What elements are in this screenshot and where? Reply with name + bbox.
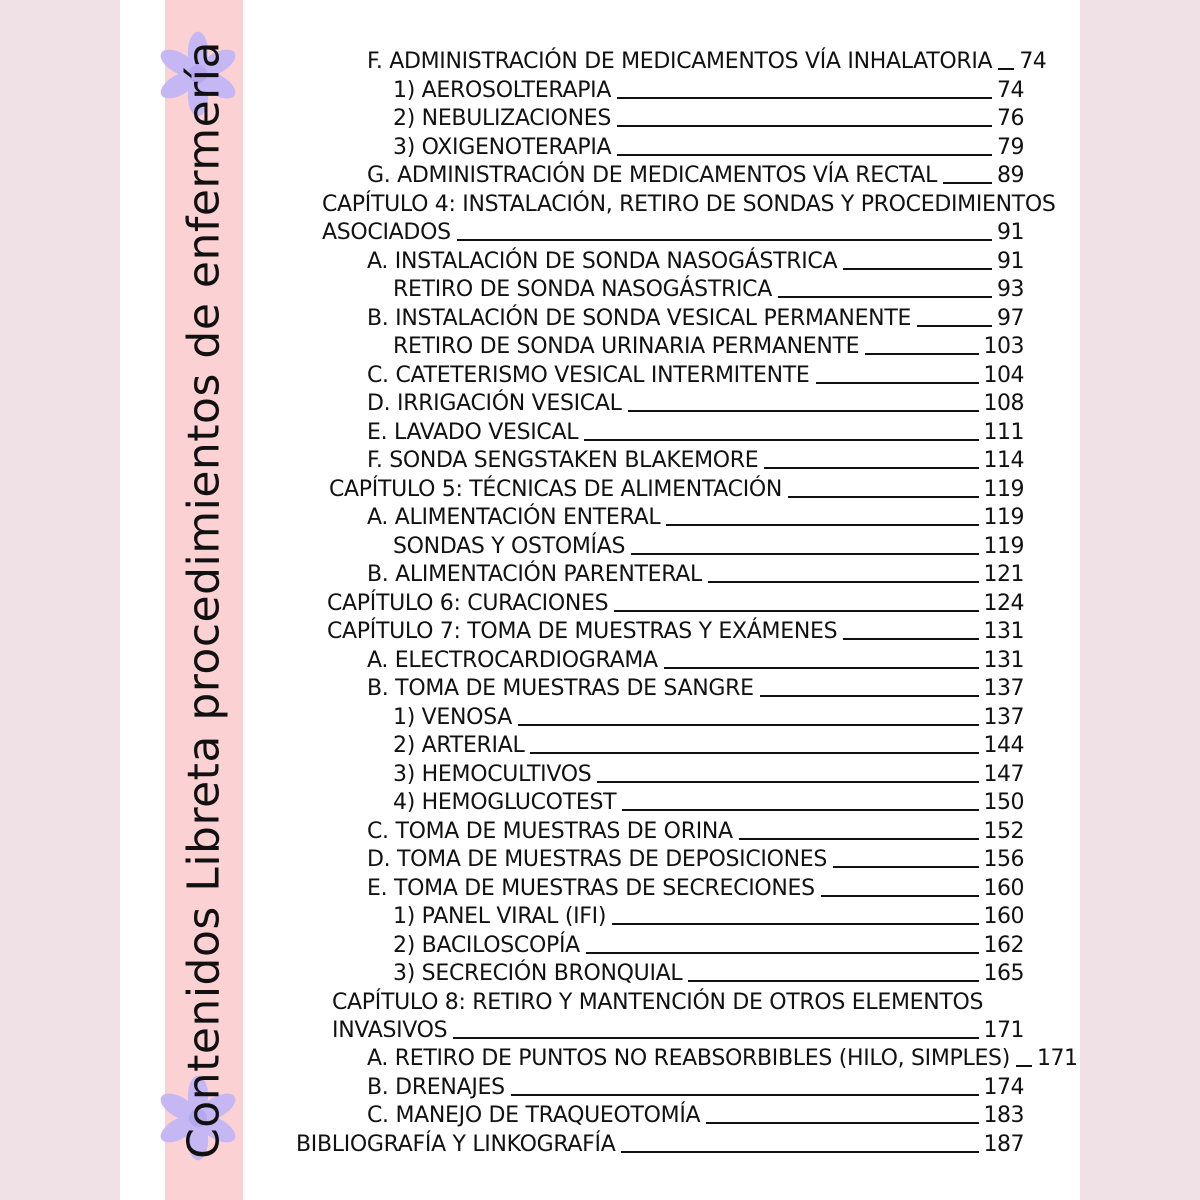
toc-entry[interactable] [322, 219, 1024, 247]
toc-entry[interactable] [367, 447, 1024, 475]
toc-page-number: 131 [983, 619, 1024, 644]
toc-entry-label: B. DRENAJES [367, 1075, 505, 1100]
toc-entry[interactable] [332, 1017, 1024, 1045]
toc-entry-label: 1) PANEL VIRAL (IFI) [393, 904, 607, 929]
toc-entry-label: 3) SECRECIÓN BRONQUIAL [393, 961, 683, 986]
toc-entry-label: BIBLIOGRAFÍA Y LINKOGRAFÍA [296, 1132, 616, 1157]
toc-entry[interactable] [393, 276, 1024, 304]
leader-line [706, 1122, 978, 1124]
leader-line [833, 866, 978, 868]
toc-page-number: 121 [983, 562, 1024, 587]
leader-line [760, 695, 979, 697]
toc-page-number: 91 [997, 249, 1024, 274]
leader-line [586, 952, 979, 954]
toc-chapter-heading[interactable]: CAPÍTULO 4: INSTALACIÓN, RETIRO DE SONDAS Y PROCEDIMIENTOS [322, 192, 1056, 217]
toc-entry[interactable] [393, 134, 1024, 162]
leader-line [778, 296, 992, 298]
toc-page-number: 103 [983, 334, 1024, 359]
leader-line [614, 610, 978, 612]
toc-entry[interactable] [367, 846, 1024, 874]
toc-entry[interactable] [367, 362, 1024, 390]
toc-entry[interactable] [393, 333, 1024, 361]
toc-entry-label: B. TOMA DE MUESTRAS DE SANGRE [367, 676, 754, 701]
leader-line [617, 97, 992, 99]
toc-page-number: 93 [997, 277, 1024, 302]
toc-entry[interactable] [367, 675, 1024, 703]
leader-line [612, 923, 978, 925]
leader-line [943, 182, 992, 184]
toc-page-number: 137 [983, 705, 1024, 730]
toc-entry[interactable] [393, 533, 1024, 561]
toc-entry-label: ASOCIADOS [322, 220, 451, 245]
toc-page-number: 89 [997, 163, 1024, 188]
toc-entry[interactable] [367, 390, 1024, 418]
toc-entry-label: SONDAS Y OSTOMÍAS [393, 534, 626, 559]
toc-entry-label: B. ALIMENTACIÓN PARENTERAL [367, 562, 703, 587]
toc-entry[interactable] [367, 305, 1024, 333]
leader-line [843, 638, 978, 640]
leader-line [628, 410, 979, 412]
toc-page-number: 131 [983, 648, 1024, 673]
leader-line [865, 353, 978, 355]
leader-line [666, 524, 978, 526]
leader-line [821, 895, 979, 897]
leader-line [631, 553, 978, 555]
leader-line [621, 1151, 978, 1153]
toc-page-number: 79 [997, 135, 1024, 160]
toc-entry[interactable] [393, 932, 1024, 960]
toc-page-number: 108 [983, 391, 1024, 416]
toc-page-number: 124 [983, 591, 1024, 616]
toc-entry[interactable] [367, 248, 1024, 276]
toc-entry[interactable] [367, 875, 1024, 903]
toc-entry-label: 3) HEMOCULTIVOS [393, 762, 592, 787]
toc-entry[interactable] [296, 1131, 1024, 1159]
toc-entry-label: C. TOMA DE MUESTRAS DE ORINA [367, 819, 733, 844]
toc-entry-label: A. ELECTROCARDIOGRAMA [367, 648, 658, 673]
toc-page-number: 171 [1037, 1046, 1078, 1071]
toc-page-number: 183 [983, 1103, 1024, 1128]
toc-entry[interactable] [393, 77, 1024, 105]
toc-page-number: 104 [983, 363, 1024, 388]
toc-entry-label: A. ALIMENTACIÓN ENTERAL [367, 505, 661, 530]
leader-line [530, 752, 978, 754]
sidebar-title: Contenidos Libreta procedimientos de enfermería [178, 41, 230, 1159]
toc-page-number: 160 [983, 876, 1024, 901]
toc-page-number: 187 [983, 1132, 1024, 1157]
toc-entry-label: G. ADMINISTRACIÓN DE MEDICAMENTOS VÍA RECTAL [367, 163, 938, 188]
toc-entry-label: C. MANEJO DE TRAQUEOTOMÍA [367, 1103, 701, 1128]
leader-line [917, 325, 992, 327]
toc-entry-label: E. LAVADO VESICAL [367, 420, 579, 445]
toc-page-number: 156 [983, 847, 1024, 872]
toc-page-number: 91 [997, 220, 1024, 245]
toc-entry-label: D. TOMA DE MUESTRAS DE DEPOSICIONES [367, 847, 828, 872]
leader-line [511, 1094, 979, 1096]
toc-page-number: 137 [983, 676, 1024, 701]
leader-line [453, 1037, 978, 1039]
toc-entry[interactable] [367, 48, 1047, 76]
toc-entry-label: CAPÍTULO 5: TÉCNICAS DE ALIMENTACIÓN [329, 477, 783, 502]
toc-entry-label: A. RETIRO DE PUNTOS NO REABSORBIBLES (HILO, SIMPLES) [367, 1046, 1010, 1071]
toc-page-number: 76 [997, 106, 1024, 131]
toc-page-number: 119 [983, 477, 1024, 502]
toc-entry-label: RETIRO DE SONDA NASOGÁSTRICA [393, 277, 772, 302]
toc-entry-label: 2) NEBULIZACIONES [393, 106, 611, 131]
toc-page-number: 165 [983, 961, 1024, 986]
toc-page-number: 97 [997, 306, 1024, 331]
toc-entry[interactable] [327, 590, 1024, 618]
leader-line [584, 439, 978, 441]
toc-page-number: 119 [983, 534, 1024, 559]
toc-entry[interactable] [367, 162, 1024, 190]
leader-line [788, 496, 978, 498]
leader-line [708, 581, 978, 583]
toc-page-number: 74 [997, 78, 1024, 103]
toc-entry-label: B. INSTALACIÓN DE SONDA VESICAL PERMANENTE [367, 306, 912, 331]
toc-entry-label: 4) HEMOGLUCOTEST [393, 790, 617, 815]
toc-page-number: 74 [1019, 49, 1047, 74]
leader-line [457, 239, 992, 241]
leader-line [617, 154, 992, 156]
toc-entry-label: C. CATETERISMO VESICAL INTERMITENTE [367, 363, 810, 388]
leader-line [597, 781, 978, 783]
toc-entry-label: 2) ARTERIAL [393, 733, 525, 758]
toc-entry-label: INVASIVOS [332, 1018, 448, 1043]
toc-entry-label: CAPÍTULO 7: TOMA DE MUESTRAS Y EXÁMENES [327, 619, 838, 644]
toc-entry-label: F. ADMINISTRACIÓN DE MEDICAMENTOS VÍA INHALATORIA [367, 49, 993, 74]
toc-entry-label: 1) VENOSA [393, 705, 513, 730]
toc-entry-label: 2) BACILOSCOPÍA [393, 933, 580, 958]
leader-line [1016, 1065, 1032, 1067]
toc-entry-label: 1) AEROSOLTERAPIA [393, 78, 612, 103]
leader-line [843, 268, 992, 270]
toc-entry[interactable] [367, 1045, 1078, 1073]
toc-entry[interactable] [367, 504, 1024, 532]
toc-page-number: 114 [983, 448, 1024, 473]
toc-entry[interactable] [393, 732, 1024, 760]
toc-entry-label: 3) OXIGENOTERAPIA [393, 135, 612, 160]
toc-entry[interactable] [393, 704, 1024, 732]
toc-page-number: 174 [983, 1075, 1024, 1100]
toc-page-number: 147 [983, 762, 1024, 787]
leader-line [617, 125, 992, 127]
leader-line [816, 382, 979, 384]
toc-entry[interactable] [393, 789, 1024, 817]
toc-entry[interactable] [393, 960, 1024, 988]
toc-entry[interactable] [393, 105, 1024, 133]
toc-entry[interactable] [367, 561, 1024, 589]
toc-page-number: 150 [983, 790, 1024, 815]
toc-entry[interactable] [393, 903, 1024, 931]
toc-entry[interactable] [329, 476, 1024, 504]
toc-entry[interactable] [367, 1102, 1024, 1130]
leader-line [764, 467, 978, 469]
leader-line [664, 667, 979, 669]
toc-page-number: 152 [983, 819, 1024, 844]
toc-entry-label: CAPÍTULO 6: CURACIONES [327, 591, 609, 616]
toc-entry-label: D. IRRIGACIÓN VESICAL [367, 391, 622, 416]
leader-line [998, 68, 1014, 70]
toc-page-number: 119 [983, 505, 1024, 530]
leader-line [739, 838, 979, 840]
toc-entry[interactable] [393, 761, 1024, 789]
toc-entry-label: RETIRO DE SONDA URINARIA PERMANENTE [393, 334, 860, 359]
toc-chapter-heading[interactable]: CAPÍTULO 8: RETIRO Y MANTENCIÓN DE OTROS ELEMENTOS [332, 990, 984, 1015]
toc-entry-label: F. SONDA SENGSTAKEN BLAKEMORE [367, 448, 759, 473]
leader-line [622, 809, 978, 811]
toc-entry[interactable] [367, 818, 1024, 846]
toc-entry[interactable] [367, 419, 1024, 447]
toc-page-number: 171 [983, 1018, 1024, 1043]
leader-line [518, 724, 978, 726]
toc-entry-label: A. INSTALACIÓN DE SONDA NASOGÁSTRICA [367, 249, 838, 274]
toc-page-number: 111 [983, 420, 1024, 445]
toc-entry-label: E. TOMA DE MUESTRAS DE SECRECIONES [367, 876, 815, 901]
toc-page-number: 162 [983, 933, 1024, 958]
leader-line [688, 980, 978, 982]
toc-entry[interactable] [367, 1074, 1024, 1102]
toc-entry[interactable] [327, 618, 1024, 646]
toc-entry[interactable] [367, 647, 1024, 675]
toc-page-number: 160 [983, 904, 1024, 929]
toc-page-number: 144 [983, 733, 1024, 758]
